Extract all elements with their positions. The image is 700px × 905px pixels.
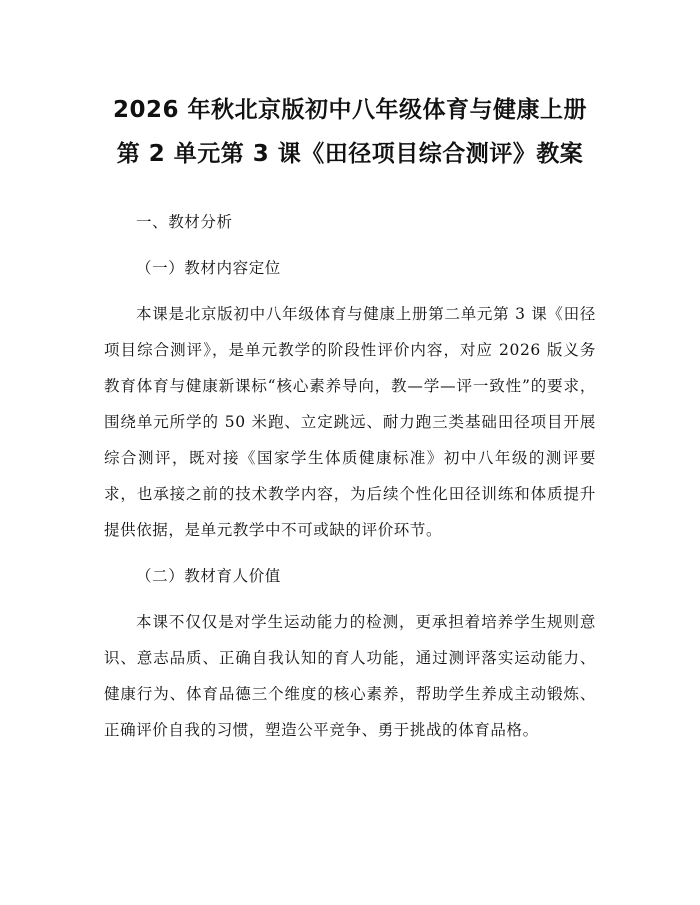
- paragraph-content-positioning: 本课是北京版初中八年级体育与健康上册第二单元第 3 课《田径项目综合测评》，是单元教学的阶段性评价内容，对应 2026 版义务教育体育与健康新课标“核心素养导向，教—学—评一致性”的要求，围绕单元所学的 50 米跑、立定跳远、耐力跑三类基础田径项目开展综合测评，既对接《国家学生体质健康标准》初中八年级的测评要求，也承接之前的技术教学内容，为后续个性化田径训练和体质提升提供依据，是单元教学中不可或缺的评价环节。: [104, 305, 596, 539]
- title-line-1: 2026 年秋北京版初中八年级体育与健康上册: [112, 97, 588, 123]
- subsection-heading-educational-value: （二）教材育人价值: [136, 567, 281, 585]
- paragraph-educational-value: 本课不仅仅是对学生运动能力的检测，更承担着培养学生规则意识、意志品质、正确自我认知的育人功能，通过测评落实运动能力、健康行为、体育品德三个维度的核心素养，帮助学生养成主动锻炼、正确评价自我的习惯，塑造公平竞争、勇于挑战的体育品格。: [104, 613, 596, 739]
- section-heading-material-analysis: 一、教材分析: [136, 213, 233, 231]
- document-title: [104, 88, 596, 176]
- subsection-heading-content-positioning: （一）教材内容定位: [136, 259, 281, 277]
- title-line-2: 第 2 单元第 3 课《田径项目综合测评》教案: [116, 141, 584, 167]
- document-body: [104, 204, 596, 748]
